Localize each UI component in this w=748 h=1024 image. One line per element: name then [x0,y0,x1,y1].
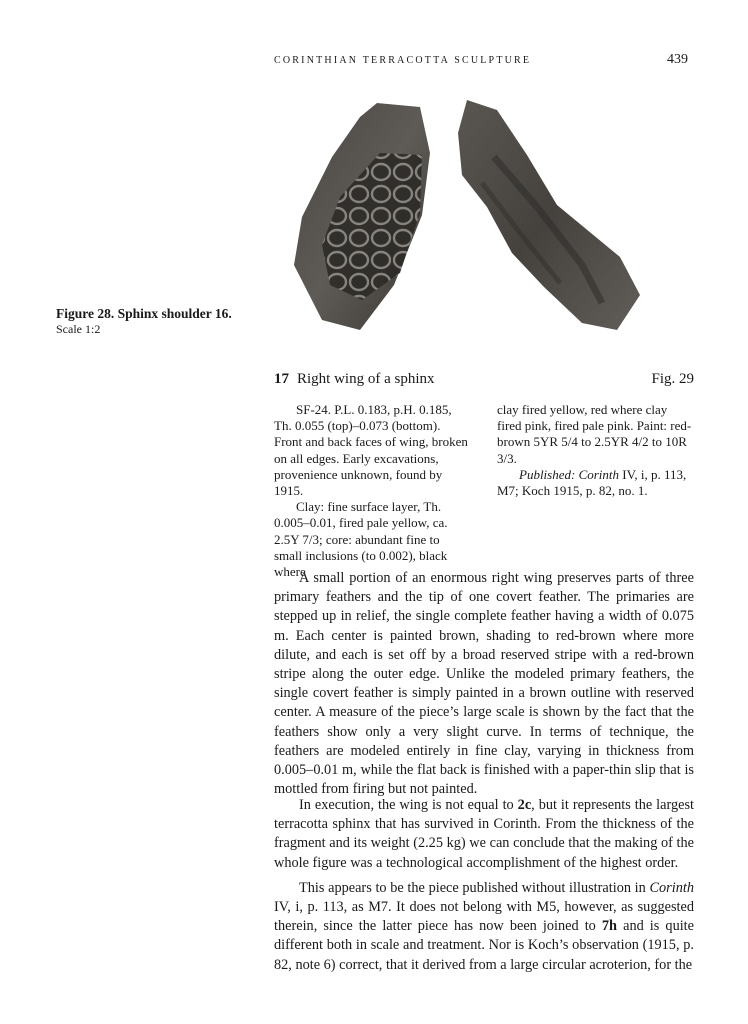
paragraph-2-text-b: , but it represents the largest terracotta sphinx that has survived in Corinth. From the thickness of the fragment and its weight (2.25 kg) we can conclude that the making of the whole figure was a technological accomplishment of the highest order. [274,797,695,871]
entry-number: 17 [274,371,289,387]
right-fragment [458,100,640,330]
entry-column-2 [497,402,693,499]
figure-caption [56,306,256,337]
entry-description: SF-24. P.L. 0.183, p.H. 0.185, Th. 0.055 (top)–0.073 (bottom). Front and back faces of wing, broken on all edges. Early excavations, provenience unknown, found by 1915. [274,402,468,499]
page-number: 439 [667,52,688,67]
entry-title: Right wing of a sphinx [297,371,435,387]
paragraph-2 [274,796,694,873]
body-text-2 [274,796,694,975]
figure-reference: Fig. 29 [651,371,694,387]
published-label: Published: [519,466,576,482]
body-text-1 [274,569,694,799]
cross-ref-7h: 7h [601,918,618,935]
catalogue-entry-heading [274,371,694,388]
caption-scale: Scale 1:2 [56,322,101,336]
cross-ref-2c: 2c [517,797,532,813]
paragraph-1: A small portion of an enormous right wing preserves parts of three primary feathers and the tip of one covert feather. The primaries are stepped up in relief, the single complete feather having a width of 0.075 m. Each center is painted brown, shading to red-brown where more dilute, and each is set off by a broad reserved stripe with a red-brown stripe along the outer edge. Unlike the modeled primary feathers, the single covert feather is simply painted in a brown outline with reserved center. A measure of the piece’s large scale is shown by the fact that the feathers show only a very slight curve. In terms of technique, the feathers are modeled entirely in fine clay, varying in thickness from 0.005–0.01 m, while the flat back is finished with a paper-thin slip that is mottled from firing but not painted. [274,570,694,798]
running-head: CORINTHIAN TERRACOTTA SCULPTURE [274,55,532,66]
paragraph-3 [274,879,694,975]
published-text: IV, i, p. 113, M7; Koch 1915, p. 82, no. 1. [497,466,687,499]
entry-clay-continued: clay fired yellow, red where clay fired pink, fired pale pink. Paint: red-brown 5YR 5/4 to 2.5YR 4/2 to 10R 3/3. [497,402,692,466]
entry-published [497,467,693,499]
entry-column-1 [274,402,470,580]
paragraph-2-text-a: In execution, the wing is not equal to [299,797,514,813]
caption-title: Figure 28. Sphinx shoulder 16. [56,306,232,321]
corinth-ref: Corinth [649,879,694,896]
figure-photo [282,95,702,335]
entry-clay: Clay: fine surface layer, Th. 0.005–0.01, fired pale yellow, ca. 2.5Y 7/3; core: abundant fine to small inclusions (to 0.002), black where [274,499,448,580]
paragraph-3-text-a: This appears to be the piece published without illustration in [299,879,646,896]
published-ref: Corinth [578,466,620,482]
paragraph-3-text-c: and is quite different both in scale and treatment. Nor is Koch’s observation (1915, p. 82, note 6) correct, that it derived from a large circular acroterion, for the [274,918,695,973]
paragraph-3-text-b: IV, i, p. 113, as M7. It does not belong with M5, however, as suggested therein, since the latter piece has now been joined to [274,899,694,935]
